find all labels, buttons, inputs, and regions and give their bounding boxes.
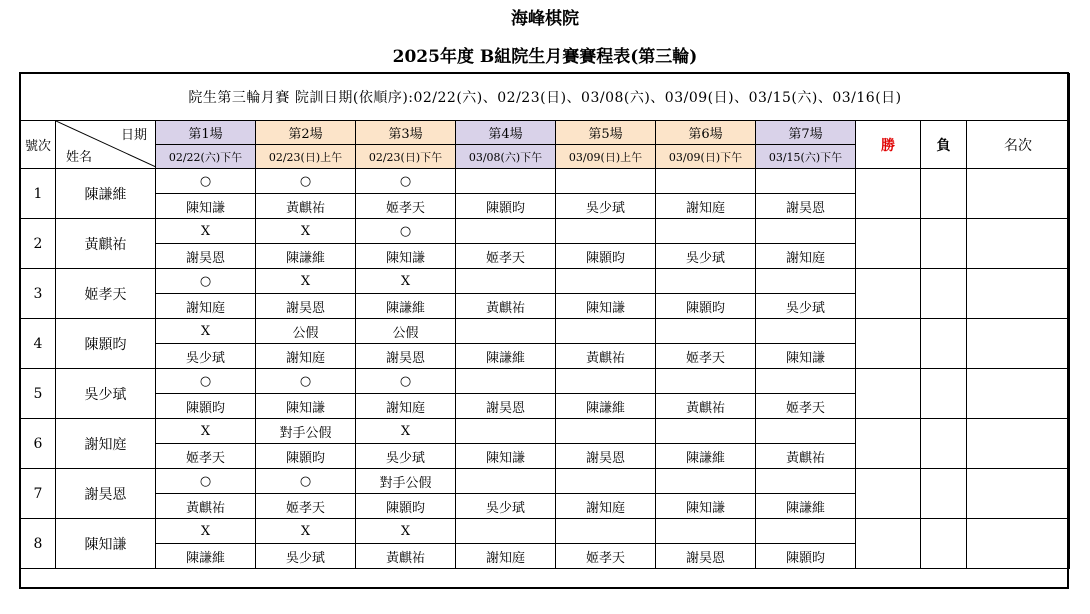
result-cell	[456, 519, 556, 544]
player-row-3	[21, 269, 1070, 294]
result-cell	[656, 169, 756, 194]
opponent-cell: 謝昊恩	[356, 344, 456, 369]
loss-count	[921, 419, 967, 469]
opponent-cell: 謝昊恩	[656, 544, 756, 569]
opponent-cell: 謝昊恩	[556, 444, 656, 469]
player-number: 1	[21, 169, 56, 219]
result-cell: 對手公假	[356, 469, 456, 494]
opponent-cell: 陳知謙	[156, 194, 256, 219]
win-count	[856, 219, 921, 269]
opponent-cell: 謝知庭	[256, 344, 356, 369]
player-number: 4	[21, 319, 56, 369]
opponent-cell: 陳知謙	[256, 394, 356, 419]
result-cell	[556, 369, 656, 394]
player-number: 3	[21, 269, 56, 319]
round-time-1: 02/22(六)下午	[156, 145, 256, 169]
opponent-cell: 黃麒祐	[656, 394, 756, 419]
opponent-cell: 姬孝天	[556, 544, 656, 569]
round-header-7: 第7場	[756, 121, 856, 145]
result-cell	[656, 219, 756, 244]
round-time-2: 02/23(日)上午	[256, 145, 356, 169]
result-cell	[656, 419, 756, 444]
result-cell	[456, 219, 556, 244]
round-time-3: 02/23(日)下午	[356, 145, 456, 169]
result-cell: X	[256, 519, 356, 544]
result-cell	[456, 469, 556, 494]
result-cell	[756, 169, 856, 194]
opponent-cell: 黃麒祐	[356, 544, 456, 569]
player-row-7	[21, 469, 1070, 494]
result-cell	[456, 169, 556, 194]
result-cell	[556, 169, 656, 194]
player-number: 2	[21, 219, 56, 269]
result-cell: ○	[156, 169, 256, 194]
result-cell: X	[256, 269, 356, 294]
opponent-cell: 陳謙維	[456, 344, 556, 369]
result-cell: ○	[156, 469, 256, 494]
win-count	[856, 469, 921, 519]
opponent-cell: 陳知謙	[556, 294, 656, 319]
player-name: 陳顥昀	[56, 319, 156, 369]
player-number: 8	[21, 519, 56, 569]
opponent-cell: 姬孝天	[656, 344, 756, 369]
round-header-3: 第3場	[356, 121, 456, 145]
loss-count	[921, 219, 967, 269]
opponent-cell: 吳少珷	[356, 444, 456, 469]
opponent-cell: 陳謙維	[256, 244, 356, 269]
player-row-6	[21, 419, 1070, 444]
player-row-5	[21, 369, 1070, 394]
player-number: 7	[21, 469, 56, 519]
loss-count	[921, 519, 967, 569]
opponent-cell: 謝知庭	[356, 394, 456, 419]
player-name: 陳謙維	[56, 169, 156, 219]
opponent-cell: 陳顥昀	[256, 444, 356, 469]
opponent-cell: 姬孝天	[756, 394, 856, 419]
opponent-cell: 謝知庭	[656, 194, 756, 219]
round-header-2: 第2場	[256, 121, 356, 145]
header-name-label: 姓名	[66, 150, 93, 165]
loss-count	[921, 469, 967, 519]
player-name: 黃麒祐	[56, 219, 156, 269]
round-time-6: 03/09(日)下午	[656, 145, 756, 169]
player-row-2	[21, 219, 1070, 244]
opponent-cell: 姬孝天	[256, 494, 356, 519]
result-cell	[456, 419, 556, 444]
player-row-8	[21, 519, 1070, 544]
opponent-cell: 陳謙維	[356, 294, 456, 319]
result-cell: X	[356, 519, 456, 544]
result-cell: X	[356, 419, 456, 444]
rank-cell	[967, 419, 1070, 469]
result-cell	[756, 419, 856, 444]
opponent-cell: 姬孝天	[356, 194, 456, 219]
opponent-cell: 吳少珷	[656, 244, 756, 269]
opponent-cell: 黃麒祐	[256, 194, 356, 219]
result-cell	[756, 369, 856, 394]
result-cell	[456, 269, 556, 294]
result-cell	[456, 319, 556, 344]
result-cell: ○	[256, 369, 356, 394]
round-header-6: 第6場	[656, 121, 756, 145]
header-loss: 負	[921, 121, 967, 169]
round-header-5: 第5場	[556, 121, 656, 145]
result-cell	[556, 319, 656, 344]
result-cell	[656, 269, 756, 294]
opponent-cell: 吳少珷	[256, 544, 356, 569]
opponent-cell: 謝知庭	[456, 544, 556, 569]
rank-cell	[967, 369, 1070, 419]
opponent-cell: 謝知庭	[556, 494, 656, 519]
player-name: 姬孝天	[56, 269, 156, 319]
opponent-cell: 謝昊恩	[156, 244, 256, 269]
result-cell	[656, 519, 756, 544]
opponent-cell: 謝昊恩	[256, 294, 356, 319]
opponent-cell: 陳顥昀	[156, 394, 256, 419]
opponent-cell: 陳知謙	[356, 244, 456, 269]
player-name: 陳知謙	[56, 519, 156, 569]
result-cell: X	[156, 219, 256, 244]
opponent-cell: 陳顥昀	[556, 244, 656, 269]
rank-cell	[967, 469, 1070, 519]
opponent-cell: 陳顥昀	[356, 494, 456, 519]
result-cell: ○	[256, 469, 356, 494]
win-count	[856, 169, 921, 219]
org-title: 海峰棋院	[511, 9, 579, 29]
result-cell	[556, 269, 656, 294]
result-cell	[756, 519, 856, 544]
round-time-7: 03/15(六)下午	[756, 145, 856, 169]
result-cell	[656, 319, 756, 344]
rank-cell	[967, 519, 1070, 569]
training-dates: 院生第三輪月賽 院訓日期(依順序):02/22(六)、02/23(日)、03/08(六)、03/09(日)、03/15(六)、03/16(日)	[21, 74, 1070, 121]
opponent-cell: 陳知謙	[756, 344, 856, 369]
result-cell	[756, 469, 856, 494]
result-cell: ○	[156, 269, 256, 294]
player-row-4	[21, 319, 1070, 344]
player-row-1	[21, 169, 1070, 194]
result-cell: 對手公假	[256, 419, 356, 444]
result-cell: 公假	[356, 319, 456, 344]
loss-count	[921, 369, 967, 419]
opponent-cell: 謝知庭	[156, 294, 256, 319]
opponent-cell: 姬孝天	[456, 244, 556, 269]
round-header-1: 第1場	[156, 121, 256, 145]
rank-cell	[967, 169, 1070, 219]
loss-count	[921, 269, 967, 319]
result-cell	[756, 219, 856, 244]
win-count	[856, 369, 921, 419]
header-number: 號次	[21, 121, 56, 169]
round-time-5: 03/09(日)上午	[556, 145, 656, 169]
opponent-cell: 黃麒祐	[756, 444, 856, 469]
result-cell	[556, 219, 656, 244]
player-number: 6	[21, 419, 56, 469]
opponent-cell: 吳少珷	[756, 294, 856, 319]
win-count	[856, 319, 921, 369]
opponent-cell: 謝知庭	[756, 244, 856, 269]
player-name: 謝昊恩	[56, 469, 156, 519]
result-cell	[456, 369, 556, 394]
opponent-cell: 黃麒祐	[456, 294, 556, 319]
result-cell: ○	[256, 169, 356, 194]
opponent-cell: 陳謙維	[656, 444, 756, 469]
result-cell: 公假	[256, 319, 356, 344]
opponent-cell: 謝昊恩	[756, 194, 856, 219]
result-cell: X	[256, 219, 356, 244]
opponent-cell: 陳知謙	[656, 494, 756, 519]
loss-count	[921, 319, 967, 369]
rank-cell	[967, 219, 1070, 269]
loss-count	[921, 169, 967, 219]
win-count	[856, 519, 921, 569]
opponent-cell: 謝昊恩	[456, 394, 556, 419]
opponent-cell: 陳謙維	[556, 394, 656, 419]
result-cell: X	[156, 319, 256, 344]
result-cell	[756, 319, 856, 344]
schedule-table	[20, 73, 1070, 569]
player-name: 謝知庭	[56, 419, 156, 469]
result-cell: ○	[356, 369, 456, 394]
header-rank: 名次	[967, 121, 1070, 169]
opponent-cell: 吳少珷	[556, 194, 656, 219]
opponent-cell: 陳知謙	[456, 444, 556, 469]
result-cell: X	[356, 269, 456, 294]
result-cell	[556, 519, 656, 544]
schedule-title: 2025年度 B組院生月賽賽程表(第三輪)	[392, 47, 698, 67]
opponent-cell: 黃麒祐	[556, 344, 656, 369]
opponent-cell: 陳謙維	[756, 494, 856, 519]
result-cell	[656, 469, 756, 494]
rank-cell	[967, 269, 1070, 319]
round-time-4: 03/08(六)下午	[456, 145, 556, 169]
opponent-cell: 陳顥昀	[656, 294, 756, 319]
result-cell: ○	[356, 169, 456, 194]
win-count	[856, 269, 921, 319]
result-cell: X	[156, 419, 256, 444]
win-count	[856, 419, 921, 469]
result-cell: ○	[356, 219, 456, 244]
header-date-label: 日期	[120, 128, 147, 143]
round-header-4: 第4場	[456, 121, 556, 145]
player-name: 吳少珷	[56, 369, 156, 419]
result-cell	[756, 269, 856, 294]
header-date-name	[56, 121, 156, 169]
result-cell	[556, 419, 656, 444]
player-number: 5	[21, 369, 56, 419]
result-cell: ○	[156, 369, 256, 394]
header-win: 勝	[856, 121, 921, 169]
result-cell	[656, 369, 756, 394]
opponent-cell: 黃麒祐	[156, 494, 256, 519]
result-cell: X	[156, 519, 256, 544]
opponent-cell: 吳少珷	[456, 494, 556, 519]
rank-cell	[967, 319, 1070, 369]
result-cell	[556, 469, 656, 494]
opponent-cell: 陳顥昀	[456, 194, 556, 219]
opponent-cell: 陳謙維	[156, 544, 256, 569]
opponent-cell: 吳少珷	[156, 344, 256, 369]
opponent-cell: 陳顥昀	[756, 544, 856, 569]
opponent-cell: 姬孝天	[156, 444, 256, 469]
